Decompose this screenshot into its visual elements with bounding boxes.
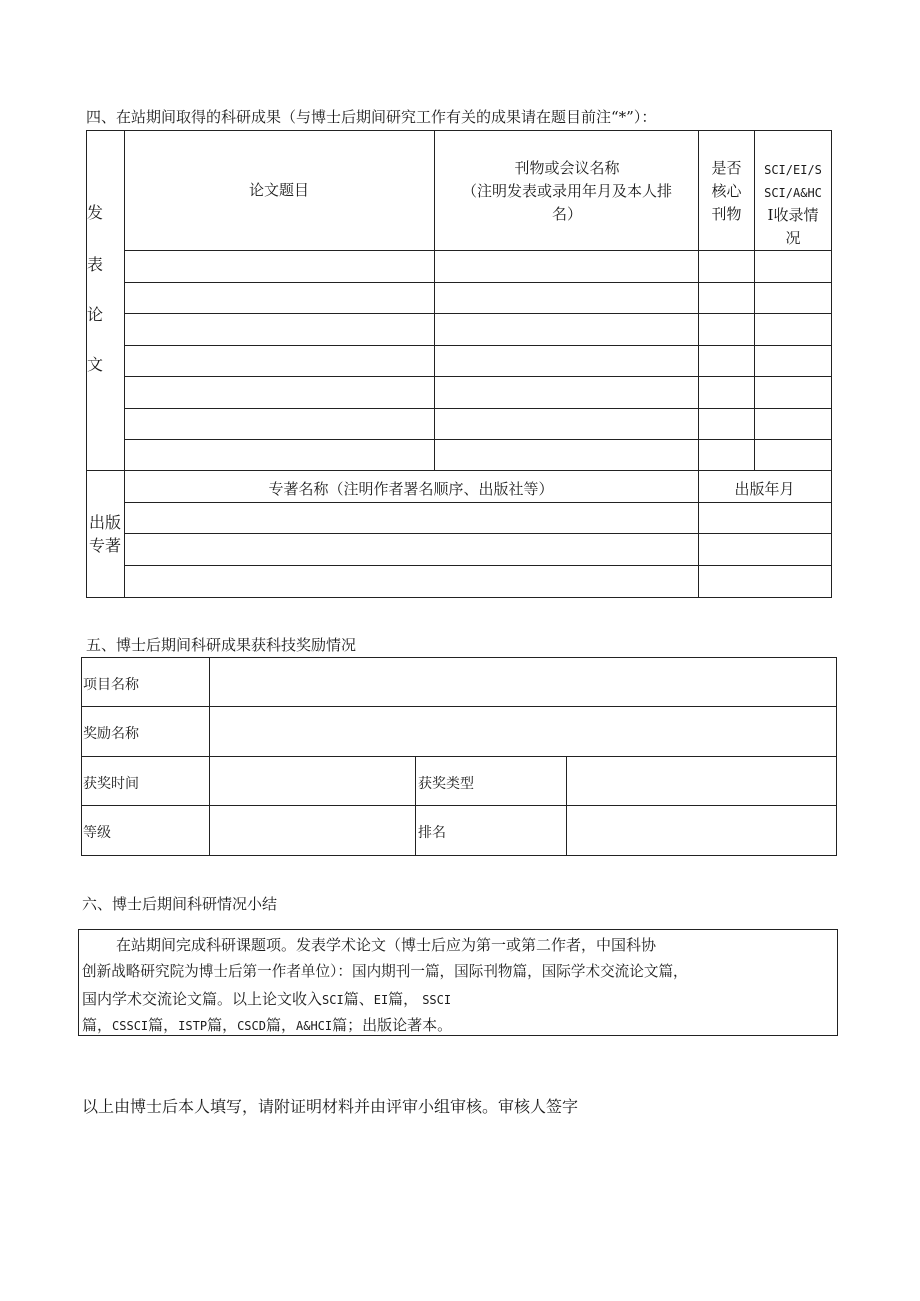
- paper-title-header: 论文题目: [248, 181, 309, 199]
- award-time-label: 获奖时间: [83, 776, 139, 792]
- summary-line-2: 创新战略研究院为博士后第一作者单位）：国内期刊一篇，国际刊物篇，国际学术交流论文篇，: [82, 963, 688, 980]
- published-papers-label-char: 文: [86, 355, 103, 374]
- footer-note: 以上由博士后本人填写，请附证明材料并由评审小组审核。审核人签字: [82, 1097, 579, 1116]
- core-journal-header-line2: 核心: [711, 182, 742, 200]
- project-name-field[interactable]: [210, 658, 836, 706]
- journal-header-line2: （注明发表或录用年月及本人排: [461, 182, 672, 200]
- summary-line-1: 在站期间完成科研课题项。发表学术论文（博士后应为第一或第二作者，中国科协: [116, 936, 657, 954]
- summary-line-4: 篇，CSSCI篇，ISTP篇，CSCD篇，A&HCI篇；出版论著本。: [82, 1016, 453, 1034]
- books-label-line2: 专著: [88, 536, 121, 555]
- grade-label: 等级: [83, 825, 111, 841]
- award-name-label: 奖励名称: [83, 726, 139, 742]
- award-type-field[interactable]: [567, 757, 836, 805]
- section4-title: 四、在站期间取得的科研成果（与博士后期间研究工作有关的成果请在题目前注“*”）：: [86, 108, 657, 126]
- index-header-line3: I收录情: [767, 206, 819, 224]
- section6-title: 六、博士后期间科研情况小结: [82, 895, 278, 913]
- book-name-header: 专著名称（注明作者署名顺序、出版社等）: [268, 480, 554, 498]
- core-journal-header-line1: 是否: [711, 159, 742, 177]
- section5-title: 五、博士后期间科研成果获科技奖励情况: [86, 636, 357, 654]
- journal-header-line1: 刊物或会议名称: [514, 159, 620, 177]
- index-header-line2: SCI/A&HC: [764, 186, 822, 200]
- index-header-line1: SCI/EI/S: [764, 163, 822, 177]
- published-papers-label-char: 论: [86, 305, 103, 324]
- published-papers-label-char: 发: [86, 203, 103, 222]
- grade-field[interactable]: [210, 806, 415, 855]
- index-header-line4: 况: [785, 229, 801, 247]
- project-name-label: 项目名称: [83, 677, 139, 693]
- journal-header-line3: 名）: [551, 205, 582, 223]
- core-journal-header-line3: 刊物: [711, 205, 742, 223]
- award-name-field[interactable]: [210, 707, 836, 756]
- books-label-line1: 出版: [88, 513, 121, 532]
- summary-line-3: 国内学术交流论文篇。以上论文收入SCI篇、EI篇， SSCI: [82, 990, 452, 1008]
- published-papers-label-char: 表: [86, 255, 103, 274]
- rank-label: 排名: [418, 825, 446, 841]
- award-time-field[interactable]: [210, 757, 415, 805]
- award-type-label: 获奖类型: [418, 776, 474, 792]
- rank-field[interactable]: [567, 806, 836, 855]
- publish-date-header: 出版年月: [734, 480, 795, 498]
